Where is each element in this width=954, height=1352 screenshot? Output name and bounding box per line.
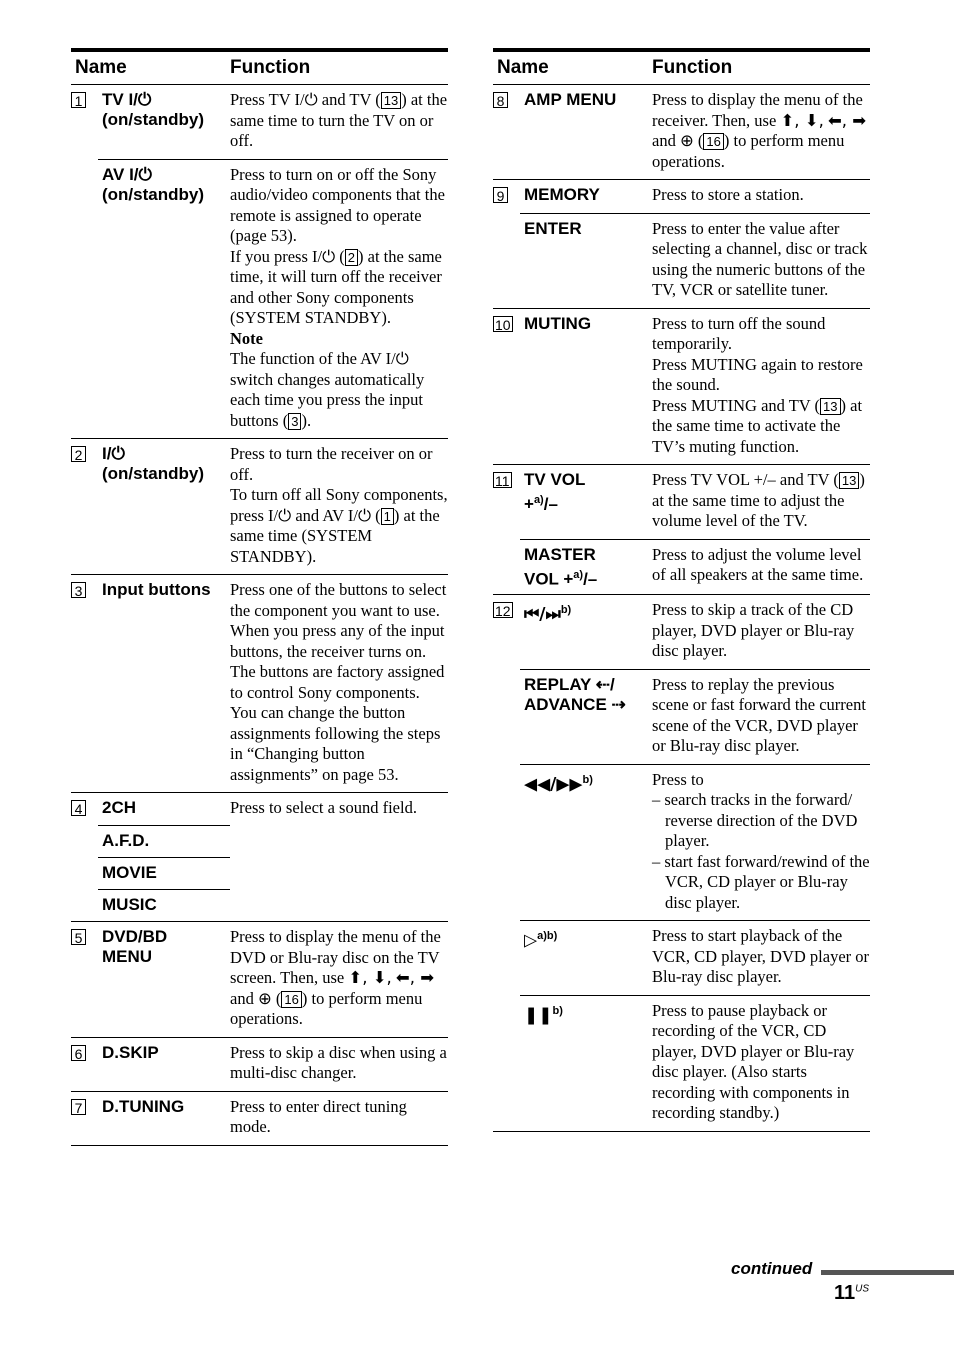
power-icon: ⏻ [395,349,409,368]
rewind-forward-icon: ◀◀/▶▶ [524,774,583,795]
item-name: A.F.D. [98,825,230,857]
item-number: 2 [71,446,86,462]
power-icon: ⏻ [304,90,318,109]
item-function: Press to start playback of the VCR, CD player, DVD player or Blu-ray disc player. [652,926,870,987]
item-function: Press to adjust the volume level of all speakers at the same time. [652,544,864,584]
item-name: ◀◀/▶▶$^{b)}$ [524,773,593,795]
item-number: 5 [71,929,86,945]
power-icon: ⏻ [322,246,336,266]
table-row [520,85,870,179]
item-function: Press to skip a disc when using a multi-disc changer. [230,1042,447,1082]
item-name: TV VOL +$^{a)}$/– [524,470,586,514]
item-function: Press to turn off the sound temporarily. Press MUTING again to restore the sound. Press MUTING and TV ( 13 ) at the same time to activate the TV’s muting function. [652,313,863,456]
power-icon: ⏻ [138,164,152,185]
item-number: 12 [495,603,511,620]
key-ref: 13 [839,472,859,489]
table-row [98,1092,448,1145]
item-name: ▷$^{a)b)}$ [524,930,558,951]
arrow-keys-icon: ⬆, ⬇, [780,110,824,130]
item-name: D.SKIP [102,1042,159,1062]
table-row [98,85,448,159]
group-5 [71,922,448,1038]
item-name: AMP MENU [524,90,617,109]
item-function: Press to – search tracks in the forward/ reverse direction of the DVD player. – start fast forward/rewind of the VCR, CD player or Blu-ray disc player. [652,769,870,912]
item-name: MASTER VOL +$^{a)}$/– [524,544,598,589]
item-name: MEMORY [524,185,600,204]
group-12 [493,595,870,1132]
header-name: Name [75,57,127,78]
item-number: 7 [71,1099,86,1115]
item-function: Press to enter direct tuning mode. [230,1096,407,1136]
item-function: Press to select a sound field. [230,798,417,817]
play-icon: ▷ [524,930,538,951]
item-name: D.TUNING [102,1096,185,1116]
item-name: MOVIE [98,857,230,889]
table-row [520,595,870,669]
item-function: Press to store a station. [652,185,804,204]
table-row [520,309,870,465]
item-number: 6 [71,1045,86,1061]
item-name: ❚❚$^{b)}$ [524,1004,563,1026]
table-row [520,920,870,995]
table-row [520,180,870,213]
group-1 [71,85,448,439]
item-number: 10 [495,316,511,333]
header-name: Name [497,57,549,78]
item-function: Press to skip a track of the CD player, DVD player or Blu-ray disc player. [652,600,855,661]
item-name: 2CH [102,798,137,817]
group-2 [71,439,448,575]
item-function: Press TV I/⏻ and TV ( 13 ) at the same time to turn the TV on or off. [230,90,448,150]
table-row [520,764,870,921]
power-icon: ⏻ [278,505,292,525]
group-8 [493,85,870,180]
item-function: Press to enter the value after selecting a channel, disc or track using the numeric buttons of the TV, VCR or satellite tuner. [652,218,868,299]
item-number: 9 [493,187,508,203]
table-row [520,539,870,595]
enter-icon: ⊕ [257,988,272,1008]
group-6 [71,1038,448,1092]
table-row [98,922,448,1037]
right-column [493,48,870,1132]
item-function: Press TV VOL +/– and TV ( 13 ) at the same time to adjust the volume level of the TV. [652,470,865,530]
item-function: Press to turn the receiver on or off. To turn off all Sony components, press I/⏻ and AV I/⏻ ( 1 ) at the same time (SYSTEM STANDBY). [230,444,448,566]
skip-prev-next-icon: ⏮/⏭ [524,604,561,625]
item-name: AV I/⏻ (on/standby) [102,164,204,204]
item-function: Press to replay the previous scene or fast forward the current scene of the VCR, DVD player or Blu-ray disc player. [652,674,866,756]
item-function: Press one of the buttons to select the component you want to use. When you press any of the input buttons, the receiver turns on. The buttons are factory assigned to control Sony components. You can change the button assignments following the steps in “Changing button assignments” on page 53. [230,580,447,784]
key-ref: 13 [820,398,840,415]
item-number: 3 [71,582,86,598]
power-icon: ⏻ [137,90,152,110]
arrow-keys-icon: ⬅, ➡ [827,110,867,130]
arrow-keys-icon: ⬆, ⬇, [348,968,392,987]
item-name: REPLAY ⇠/ ADVANCE ⇢ [524,674,626,714]
item-name: Input buttons [102,580,211,599]
group-10 [493,309,870,466]
item-number: 8 [493,92,508,108]
item-name: DVD/BD MENU [102,927,168,966]
header-function: Function [230,57,311,78]
table-row [98,439,448,574]
power-icon: ⏻ [111,444,125,464]
table-row [98,575,448,792]
key-ref: 3 [288,413,301,430]
item-function: Press to display the menu of the DVD or Blu-ray disc on the TV screen. Then, use ⬆, ⬇, ⬅, ➡ and ⊕ ( 16 ) to perform menu operations. [230,927,441,1028]
item-name: MUTING [524,313,592,333]
item-number: 4 [71,800,86,816]
group-11 [493,465,870,595]
item-name: ENTER [524,218,582,238]
key-ref: 13 [381,92,401,109]
table-row [520,213,870,308]
arrow-keys-icon: ⬅, ➡ [395,968,435,987]
item-name: ⏮/⏭$^{b)}$ [524,604,572,625]
table-row [520,465,870,539]
continued-bar [821,1270,954,1275]
key-ref: 1 [381,508,394,525]
item-function: Press to pause playback or recording of the VCR, CD player, DVD player or Blu-ray disc player. (Also starts recording with components in recording standby.) [652,1000,855,1123]
table-header [71,48,448,85]
left-column [71,48,448,1146]
group-3 [71,575,448,793]
table-row [98,159,448,439]
header-function: Function [652,57,733,78]
key-ref: 16 [281,991,301,1008]
item-name: I/⏻ (on/standby) [102,444,204,483]
table-row [520,995,870,1131]
group-9 [493,180,870,309]
item-name: MUSIC [98,889,230,921]
pause-icon: ❚❚ [524,1005,553,1026]
page-number: $11^{US}$ [834,1282,870,1304]
item-function: Press to display the menu of the receiver. Then, use ⬆, ⬇, ⬅, ➡ and ⊕ ( 16 ) to perform menu operations. [652,90,867,171]
item-number: 11 [495,473,510,489]
key-ref: 2 [345,249,358,266]
item-number: 1 [71,92,86,108]
enter-icon: ⊕ [679,131,694,150]
key-ref: 16 [703,133,723,150]
table-row [98,1038,448,1091]
power-icon: ⏻ [357,505,372,525]
table-row [520,669,870,764]
note-heading: Note [230,328,263,348]
item-name: TV I/⏻ (on/standby) [102,90,204,129]
table-header [493,48,870,85]
group-7 [71,1092,448,1146]
continued-label: continued [731,1259,813,1278]
item-function: Press to turn on or off the Sony audio/video components that the remote is assigned to operate (page 53). If you press I/⏻ ( 2 ) at the same time, it will turn off the receiver and other Sony components (SYSTEM STANDBY). Note The function of the AV I/⏻ switch changes automatically each time you press the input buttons ( 3 ). [230,160,448,439]
group-4 [71,793,448,922]
